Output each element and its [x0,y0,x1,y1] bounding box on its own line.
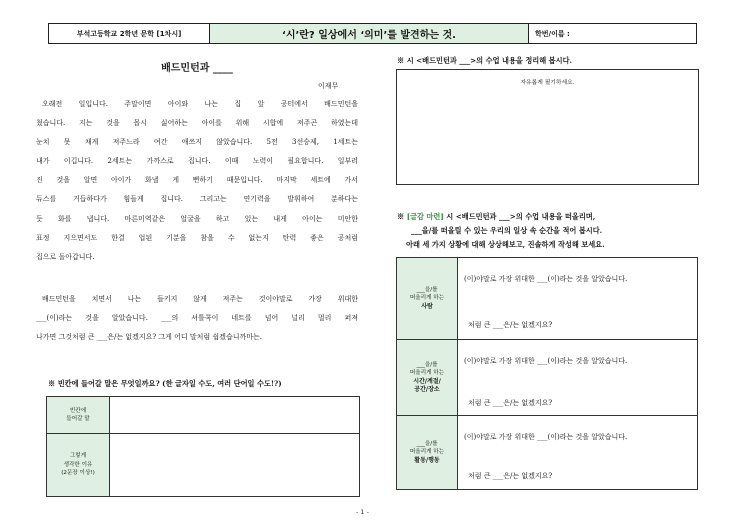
poem-line: 배드민턴을 치면서 나는 들키지 않게 져주는 것이야말로 가장 위대한 [42,295,358,303]
poem-author: 이재무 [318,82,339,90]
poem-line: 진 것을 알면 아이가 화낼 게 뻔하기 때문입니다. 마지막 세트에 가서 [36,176,358,185]
poem-line: 눈치 못 채게 져주느라 여간 애쓰지 않았습니다. 5전 3선승제, 1세트는 [36,138,358,147]
poem-line: 오래전 일입니다. 주말이면 아이와 나는 집 앞 공터에서 배드민턴을 [42,100,358,108]
worksheet-header [48,23,697,44]
sentence-template-1: (이)야말로 가장 위대한 ___(이)라는 것을 알았습니다. [464,275,628,283]
poem-line: 듀스를 거듭하다가 힘들게 집니다. 그리고는 연기력을 발휘하여 분하다는 [36,195,358,204]
poem-line: 표정 지으면서도 한결 업된 기분을 참을 수 없는지 탄력 좋은 공처럼 [36,233,358,242]
writing-prompt-line-3: 아래 세 가지 상황에 대해 상상해보고, 진솔하게 작성해 보세요. [406,240,605,249]
answer-cell-person[interactable] [458,258,698,340]
summary-notes-box[interactable] [396,69,699,185]
row-label-person: ___을/를 떠올리게 하는 사람 [397,258,458,340]
reason-label: 그렇게 생각한 이유 (2문장 이상!) [47,434,110,497]
poem-line: 듯 화를 냅니다. 마른미역같은 얼굴을 하고 있는 내게 아이는 미안한 [36,214,358,223]
blank-word-label: 빈칸에 들어갈 말 [47,397,110,434]
summary-hint: 자유롭게 필기하세요. [520,80,575,86]
blank-word-answer-cell[interactable] [110,397,360,434]
poem-paragraph-1 [36,95,358,267]
sentence-template-2: 처럼 큰 ___은/는 없겠지요? [468,321,553,329]
row-label-activity: ___을/를 떠올리게 하는 활동/행동 [397,416,458,490]
writing-table [396,257,698,490]
row-label-time-place: ___을/를 떠올리게 하는 시간/계절/ 공간/장소 [397,340,458,416]
reason-answer-cell[interactable] [110,434,360,497]
answer-cell-time-place[interactable] [458,340,698,416]
summary-question-title: ※ 시 <배드민턴과 ___>의 수업 내용을 정리해 봅시다. [397,56,573,65]
sentence-template-1: (이)야말로 가장 위대한 ___(이)라는 것을 알았습니다. [464,357,628,365]
writing-prompt-line-1: ※ [글감 마련] 시 <배드민턴과 ___>의 수업 내용을 떠올리며, [397,212,596,221]
lesson-topic: ‘시’란? 일상에서 ‘의미’를 발견하는 것. [210,24,529,43]
poem-paragraph-2 [36,290,358,347]
poem-line: 나가면 그것처럼 큰 ___은/는 없겠지요? 그게 어디 말처럼 쉽겠습니까마는. [36,333,262,342]
sentence-template-2: 처럼 큰 ___은/는 없겠지요? [468,472,553,480]
sentence-template-1: (이)야말로 가장 위대한 ___(이)라는 것을 알았습니다. [464,433,628,441]
poem-line: 내가 이깁니다. 2세트는 가까스로 집니다. 이때 노력이 필요합니다. 일부러 [36,157,358,166]
page-number: - 1 - [356,508,369,516]
school-course-label: 부석고등학교 2학년 문학 [1차시] [49,24,210,43]
poem-line: 집으로 돌아갑니다. [36,252,95,261]
blank-question-title: ※ 빈칸에 들어갈 말은 무엇일까요? (한 글자일 수도, 여러 단어일 수도!?) [48,379,282,388]
poem-line: 쳤습니다. 지는 것을 몹시 싫어하는 아이를 위해 시합에 져주곤 하였는데 [36,119,358,128]
poem-line: ___(이)라는 것을 알았습니다. ___의 셔틀콕이 네트를 넘어 널리 멀리 퍼져 [36,314,358,323]
writing-tag: [글감 마련] [406,212,444,221]
sentence-template-2: 처럼 큰 ___은/는 없겠지요? [468,399,553,407]
blank-answer-table [46,396,360,497]
student-id-name-field[interactable]: 학번/이름 : [529,24,696,43]
answer-cell-activity[interactable] [458,416,698,490]
poem-title: 배드민턴과 ____ [161,63,233,74]
writing-prompt-line-2: ___을/를 떠올릴 수 있는 우리의 일상 속 순간을 적어 봅시다. [411,226,603,235]
